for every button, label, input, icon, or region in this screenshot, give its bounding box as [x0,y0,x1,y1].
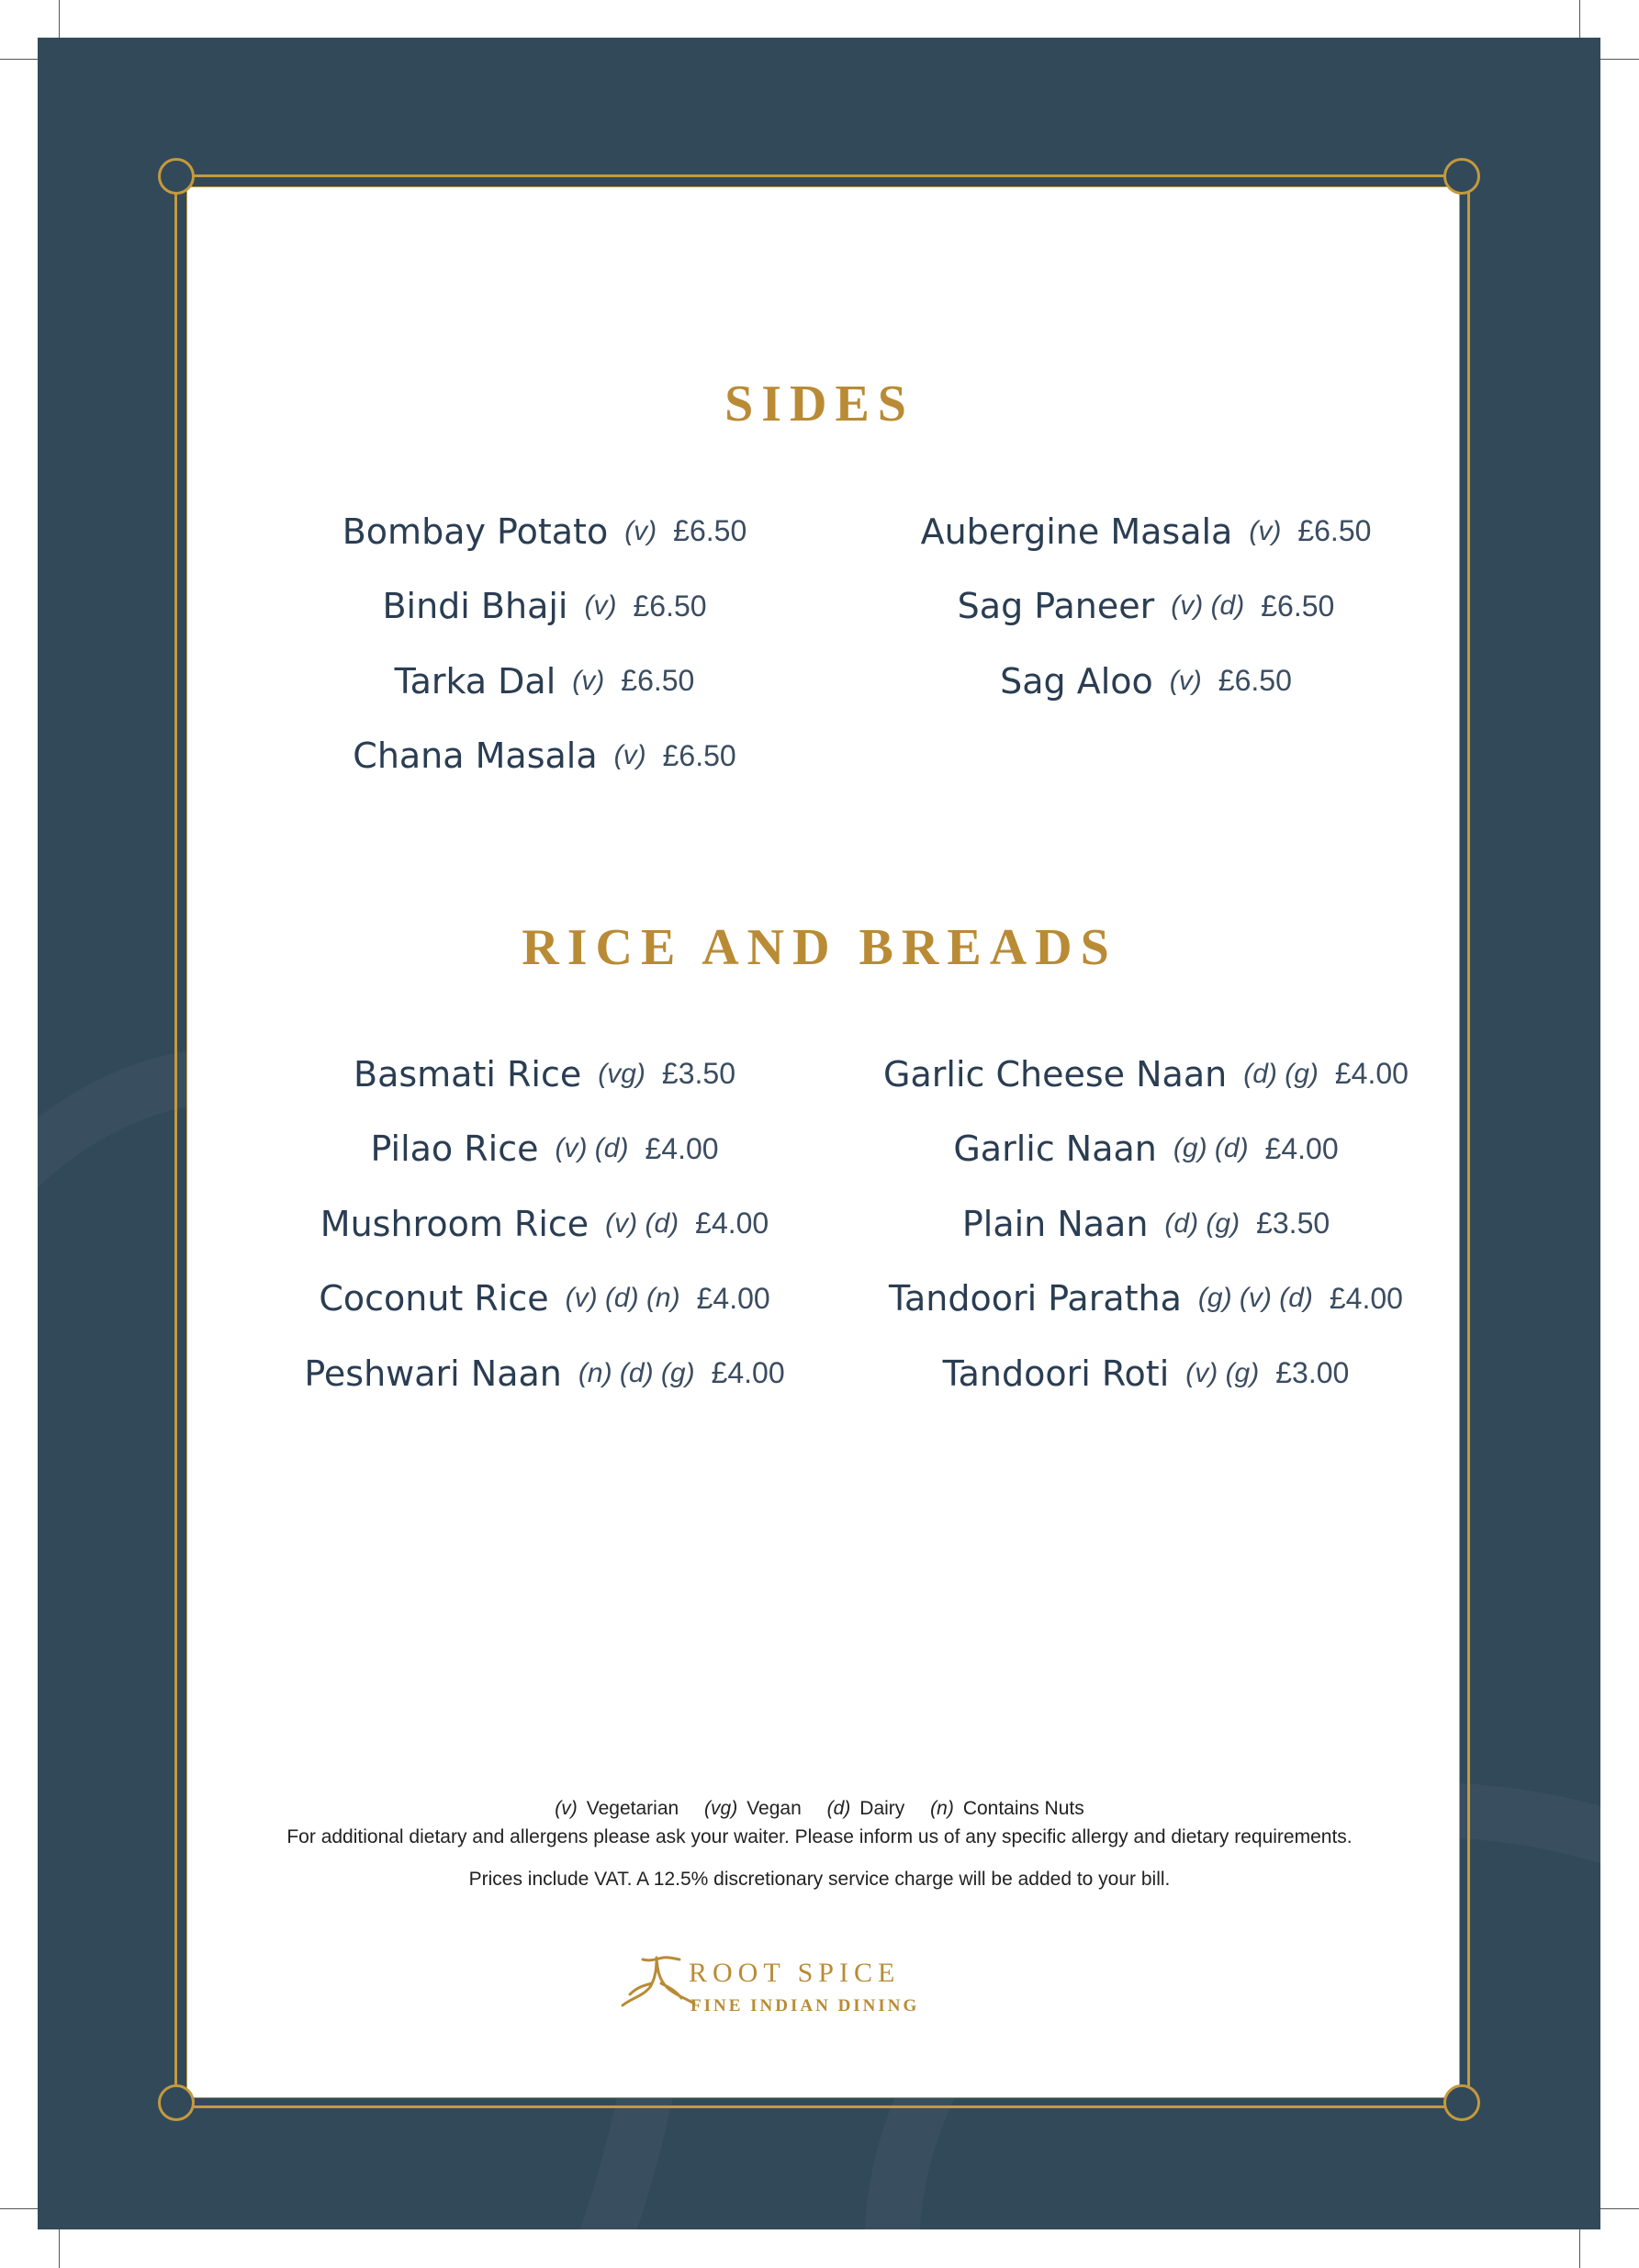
menu-item-price: £6.50 [1261,589,1335,623]
menu-item [825,1112,1467,1187]
crop-mark [59,2229,60,2268]
menu-item-price: £3.50 [661,1057,735,1091]
allergy-note: For additional dietary and allergens please ask your waiter. Please inform us of any specific allergy and dietary requirements. [286,1826,1353,1847]
menu-item-name: Coconut Rice [319,1278,549,1319]
crop-mark [1600,2208,1639,2209]
menu-item-name: Plain Naan [961,1203,1149,1244]
menu-item [223,1336,866,1411]
menu-item-price: £3.50 [1256,1207,1330,1241]
menu-item-name: Tandoori Roti [942,1353,1170,1394]
menu-item [825,569,1467,645]
menu-item-name: Chana Masala [353,735,598,777]
menu-item-dietary-tags: (v) [584,590,617,622]
menu-item-price: £6.50 [621,664,695,698]
crop-mark [1600,59,1639,60]
menu-item [223,1112,866,1187]
crop-mark [0,2208,38,2209]
menu-item [223,569,866,645]
menu-item [223,494,866,569]
dietary-legend [0,1798,1639,1820]
vat-note: Prices include VAT. A 12.5% discretionary service charge will be added to your bill. [468,1869,1171,1890]
menu-item [825,494,1467,569]
legend-label: Contains Nuts [962,1798,1084,1819]
menu-item [223,1037,866,1112]
menu-item-dietary-tags: (g) (v) (d) [1197,1283,1313,1314]
menu-item-dietary-tags: (v) [572,665,605,696]
restaurant-logo [615,1947,1038,2020]
legend-code: (d) [826,1798,851,1819]
menu-item-price: £4.00 [696,1281,770,1315]
menu-item-price: £4.00 [1264,1131,1339,1165]
menu-item-price: £3.00 [1275,1356,1350,1390]
menu-item-dietary-tags: (v) (d) (n) [565,1283,680,1314]
legend-code: (vg) [704,1798,738,1819]
legend-label: Dairy [859,1798,905,1819]
rice-breads-left-column [223,1037,866,1411]
legend-code: (n) [930,1798,954,1819]
menu-item [223,1186,866,1262]
menu-item-price: £6.50 [662,738,736,772]
menu-item-dietary-tags: (v) [1169,665,1202,696]
menu-item-name: Mushroom Rice [320,1203,589,1244]
menu-item [825,1037,1467,1112]
menu-item [825,1186,1467,1262]
menu-item-dietary-tags: (v) [1249,515,1282,546]
menu-item-dietary-tags: (d) (g) [1164,1207,1240,1239]
menu-item [223,719,866,794]
menu-item-dietary-tags: (g) (d) [1173,1133,1249,1164]
section-title-sides: SIDES [724,376,915,432]
logo-brand-name: ROOT SPICE [689,1958,901,1988]
menu-item-name: Bindi Bhaji [382,586,568,627]
logo-tagline: FINE INDIAN DINING [690,1996,920,2015]
crop-mark [1579,2229,1580,2268]
menu-item [223,1262,866,1337]
menu-item [825,1336,1467,1411]
menu-item-name: Garlic Cheese Naan [883,1053,1228,1095]
menu-item-dietary-tags: (v) [613,740,646,771]
frame-corner-ornament [1443,158,1480,195]
menu-item-dietary-tags: (v) (d) [1171,590,1245,622]
menu-item-price: £4.00 [711,1356,785,1390]
menu-item [223,644,866,719]
crop-mark [1579,0,1580,38]
menu-item-dietary-tags: (v) (d) [605,1207,679,1239]
menu-item-dietary-tags: (vg) [598,1058,645,1089]
legend-label: Vegan [747,1798,802,1819]
frame-corner-ornament [158,2084,195,2121]
menu-item-name: Aubergine Masala [920,511,1233,552]
menu-item-price: £4.00 [645,1131,719,1165]
menu-item-price: £4.00 [1329,1281,1403,1315]
menu-item-price: £6.50 [1218,664,1292,698]
menu-item-name: Bombay Potato [342,511,609,552]
legend-label: Vegetarian [586,1798,679,1819]
crop-mark [59,0,60,38]
root-logo-icon [615,1950,698,2015]
menu-item-name: Tandoori Paratha [889,1278,1182,1319]
menu-item-dietary-tags: (v) (d) [555,1133,629,1164]
menu-item-name: Pilao Rice [370,1128,539,1170]
menu-item-price: £6.50 [633,589,707,623]
menu-item-price: £6.50 [673,514,747,548]
menu-item [825,1262,1467,1337]
menu-item-dietary-tags: (n) (d) (g) [578,1357,695,1388]
frame-corner-ornament [1443,2084,1480,2121]
frame-corner-ornament [158,158,195,195]
menu-item-name: Sag Paneer [957,586,1155,627]
menu-item-name: Basmati Rice [354,1053,582,1095]
menu-item-name: Sag Aloo [1000,660,1153,702]
menu-item [825,644,1467,719]
rice-breads-right-column [825,1037,1467,1411]
menu-item-dietary-tags: (v) (g) [1185,1357,1260,1388]
menu-item-price: £4.00 [695,1207,769,1241]
menu-item-name: Tarka Dal [394,660,556,702]
menu-item-name: Garlic Naan [953,1128,1157,1170]
sides-left-column [223,494,866,793]
menu-item-name: Peshwari Naan [304,1353,562,1394]
menu-item-price: £4.00 [1334,1057,1409,1091]
crop-mark [0,59,38,60]
legend-code: (v) [555,1798,578,1819]
section-title-rice-breads: RICE AND BREADS [522,919,1117,976]
menu-item-dietary-tags: (d) (g) [1243,1058,1319,1089]
menu-item-dietary-tags: (v) [624,515,657,546]
sides-right-column [825,494,1467,719]
menu-item-price: £6.50 [1297,514,1372,548]
